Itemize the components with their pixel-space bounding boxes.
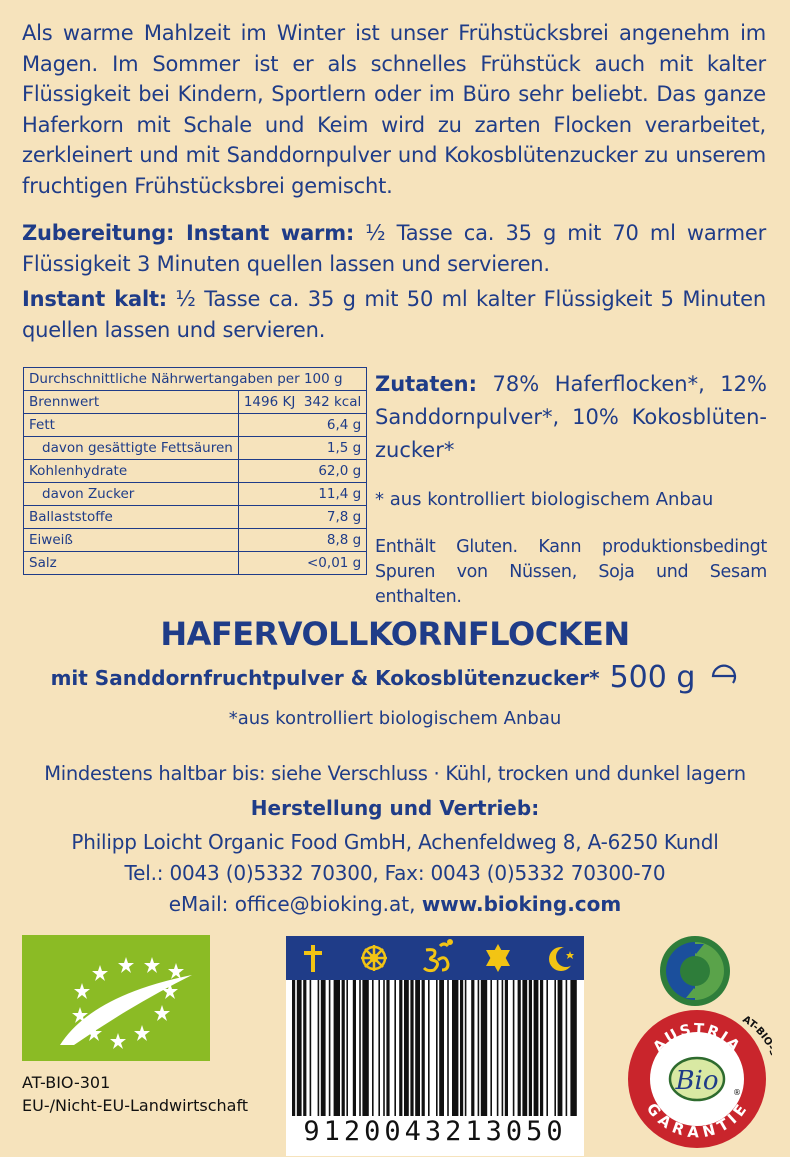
energy-kcal: 342 kcal (303, 394, 362, 410)
barcode-bar (540, 980, 543, 1120)
barcode-bar (502, 980, 504, 1120)
eu-origin: EU-/Nicht-EU-Landwirtschaft (22, 1096, 249, 1115)
prep-cold-label: Instant kalt: (22, 287, 168, 311)
barcode-bar (522, 980, 527, 1120)
intro-text: Als warme Mahlzeit im Winter ist unser Frühstücksbrei angenehm im Magen. Im Sommer ist er als schnelles Frühstück auch mit kalter Flüssigkeit bei Kindern, Sportlern oder im Büro sehr beliebt. Das ganze Haferkorn mit Schale und Keim wird zu zarten Flocken verarbeitet, zerkleinert und mit Sanddornpulver und Kokosblütenzucker zu unserem fruchtigen Frühstücksbrei gemischt. (22, 21, 766, 198)
manufacturer-website: www.bioking.com (421, 892, 622, 916)
barcode-bar (447, 980, 449, 1120)
barcode-bar (422, 980, 425, 1120)
austria-bio-seal-icon (622, 1003, 772, 1153)
svg-text:®: ® (733, 1088, 741, 1097)
barcode-bar (490, 980, 492, 1120)
barcode-bar (329, 980, 331, 1120)
cross-icon (304, 945, 322, 972)
ingredients-text: 78% Haferflocken*, 12% Sanddornpulver*, 10% Kokosblüten-zucker* (375, 372, 767, 462)
nutrition-row-value: 62,0 g (238, 460, 366, 483)
om-icon (424, 941, 452, 971)
prep-cold-text: ½ Tasse ca. 35 g mit 50 ml kalter Flüssigkeit 5 Minuten quellen lassen und servieren. (22, 287, 767, 342)
prep-warm (22, 218, 766, 279)
nutrition-row-value: 1,5 g (238, 437, 366, 460)
ingredients-label: Zutaten: (375, 372, 478, 396)
barcode-bar (471, 980, 474, 1120)
barcode-bar (452, 980, 458, 1120)
barcode-bar (478, 980, 480, 1120)
barcode-bar (310, 980, 312, 1120)
barcode-bar (534, 980, 539, 1120)
barcode-bar (404, 980, 409, 1120)
nutrition-row-label: davon gesättigte Fettsäuren (24, 437, 239, 460)
eu-leaf-icon (22, 935, 210, 1061)
product-title: HAFERVOLLKORNFLOCKEN (160, 615, 630, 653)
crescent-star-icon (549, 947, 576, 971)
barcode-bar (415, 980, 420, 1120)
nutrition-row-value: 7,8 g (238, 506, 366, 529)
religious-symbols-band (286, 936, 584, 980)
barcode-bar (465, 980, 467, 1120)
product-subtitle: mit Sanddornfruchtpulver & Kokosblütenzucker* (50, 666, 600, 690)
nutrition-row-label: Fett (24, 414, 239, 437)
nutrition-row-label: Kohlenhydrate (24, 460, 239, 483)
allergen-note: Enthält Gluten. Kann produktionsbedingt Spuren von Nüssen, Soja und Sesam enthalten. (375, 537, 767, 607)
nutrition-table (23, 367, 367, 575)
austria-bio-garantie-seal (622, 1003, 772, 1157)
svg-text:GARANTIE: GARANTIE (642, 1099, 752, 1142)
manufacturer-contact: Tel.: 0043 (0)5332 70300, Fax: 0043 (0)5332 70300-70 (124, 861, 666, 885)
eu-organic-logo (22, 935, 210, 1061)
manufacturer-email: eMail: office@bioking.at, (168, 892, 416, 916)
nutrition-row-label: Ballaststoffe (24, 506, 239, 529)
barcode-bar (546, 980, 548, 1120)
barcode-bars (286, 980, 584, 1120)
barcode-bar (505, 980, 508, 1120)
estimated-sign-icon (709, 663, 739, 694)
storage-info: Mindestens haltbar bis: siehe Verschluss · Kühl, trocken und dunkel lagern (44, 762, 746, 785)
nutrition-row-value: <0,01 g (238, 552, 366, 575)
manufacturer-title: Herstellung und Vertrieb: (250, 796, 540, 820)
barcode-bar (529, 980, 532, 1120)
energy-kj: 1496 KJ (243, 394, 296, 410)
nutrition-row-label: davon Zucker (24, 483, 239, 506)
barcode-bar (362, 980, 368, 1120)
barcode-bar (439, 980, 444, 1120)
barcode-bar (303, 980, 306, 1120)
barcode-bar (372, 980, 374, 1120)
energy-label: Brennwert (24, 391, 239, 414)
svg-text:Bio: Bio (675, 1066, 719, 1096)
green-dot-logo (658, 934, 732, 1012)
barcode-bar (566, 980, 568, 1120)
barcode-bar (410, 980, 413, 1120)
barcode-bar (481, 980, 487, 1120)
product-subtitle-row (0, 660, 790, 695)
barcode-bar (342, 980, 345, 1120)
dharma-wheel-icon (361, 945, 387, 971)
barcode-bar (570, 980, 576, 1120)
barcode-bar (383, 980, 385, 1120)
green-dot-icon (658, 934, 732, 1008)
nutrition-row-label: Salz (24, 552, 239, 575)
barcode-block (286, 936, 584, 1156)
barcode-bar (386, 980, 389, 1120)
barcode-bar (518, 980, 521, 1120)
barcode-bar (394, 980, 396, 1120)
bio-note: * aus kontrolliert biologischem Anbau (375, 489, 714, 510)
barcode-bar (497, 980, 499, 1120)
nutrition-row-value: 6,4 g (238, 414, 366, 437)
barcode-bar (297, 980, 302, 1120)
nutrition-row-value: 11,4 g (238, 483, 366, 506)
ingredients (375, 368, 767, 467)
barcode-bar (399, 980, 402, 1120)
product-weight: 500 g (609, 660, 696, 695)
barcode-bar (558, 980, 563, 1120)
barcode-bar (292, 980, 295, 1120)
barcode-bar (513, 980, 515, 1120)
barcode-bar (428, 980, 430, 1120)
barcode-bar (346, 980, 348, 1120)
barcode-bar (436, 980, 438, 1120)
bio-footnote: *aus kontrolliert biologischem Anbau (228, 708, 562, 729)
svg-text:AT-BIO-301: AT-BI (740, 1014, 770, 1042)
nutrition-row-label: Eiweiß (24, 529, 239, 552)
barcode-number: 9120043213050 (286, 1116, 584, 1147)
nutrition-row-value: 8,8 g (238, 529, 366, 552)
barcode-bar (378, 980, 380, 1120)
manufacturer-company: Philipp Loicht Organic Food GmbH, Achenfeldweg 8, A-6250 Kundl (71, 830, 719, 854)
eu-organic-text (22, 1071, 248, 1117)
svg-text:AUSTRIA: AUSTRIA (649, 1019, 745, 1056)
barcode-bar (334, 980, 340, 1120)
eu-control-code: AT-BIO-301 (22, 1073, 111, 1092)
barcode-bar (353, 980, 356, 1120)
manufacturer-web-row (0, 892, 790, 916)
barcode-bar (318, 980, 320, 1120)
prep-warm-text: ½ Tasse ca. 35 g mit 70 ml warmer Flüssigkeit 3 Minuten quellen lassen und servieren. (22, 221, 766, 276)
barcode-bar (359, 980, 361, 1120)
prep-cold (22, 284, 766, 345)
barcode-bar (321, 980, 326, 1120)
star-of-david-icon (486, 944, 510, 972)
barcode-bar (460, 980, 463, 1120)
barcode-bar (554, 980, 556, 1120)
prep-warm-label: Zubereitung: Instant warm: (22, 221, 355, 245)
nutrition-header: Durchschnittliche Nährwertangaben per 100 g (24, 368, 367, 391)
